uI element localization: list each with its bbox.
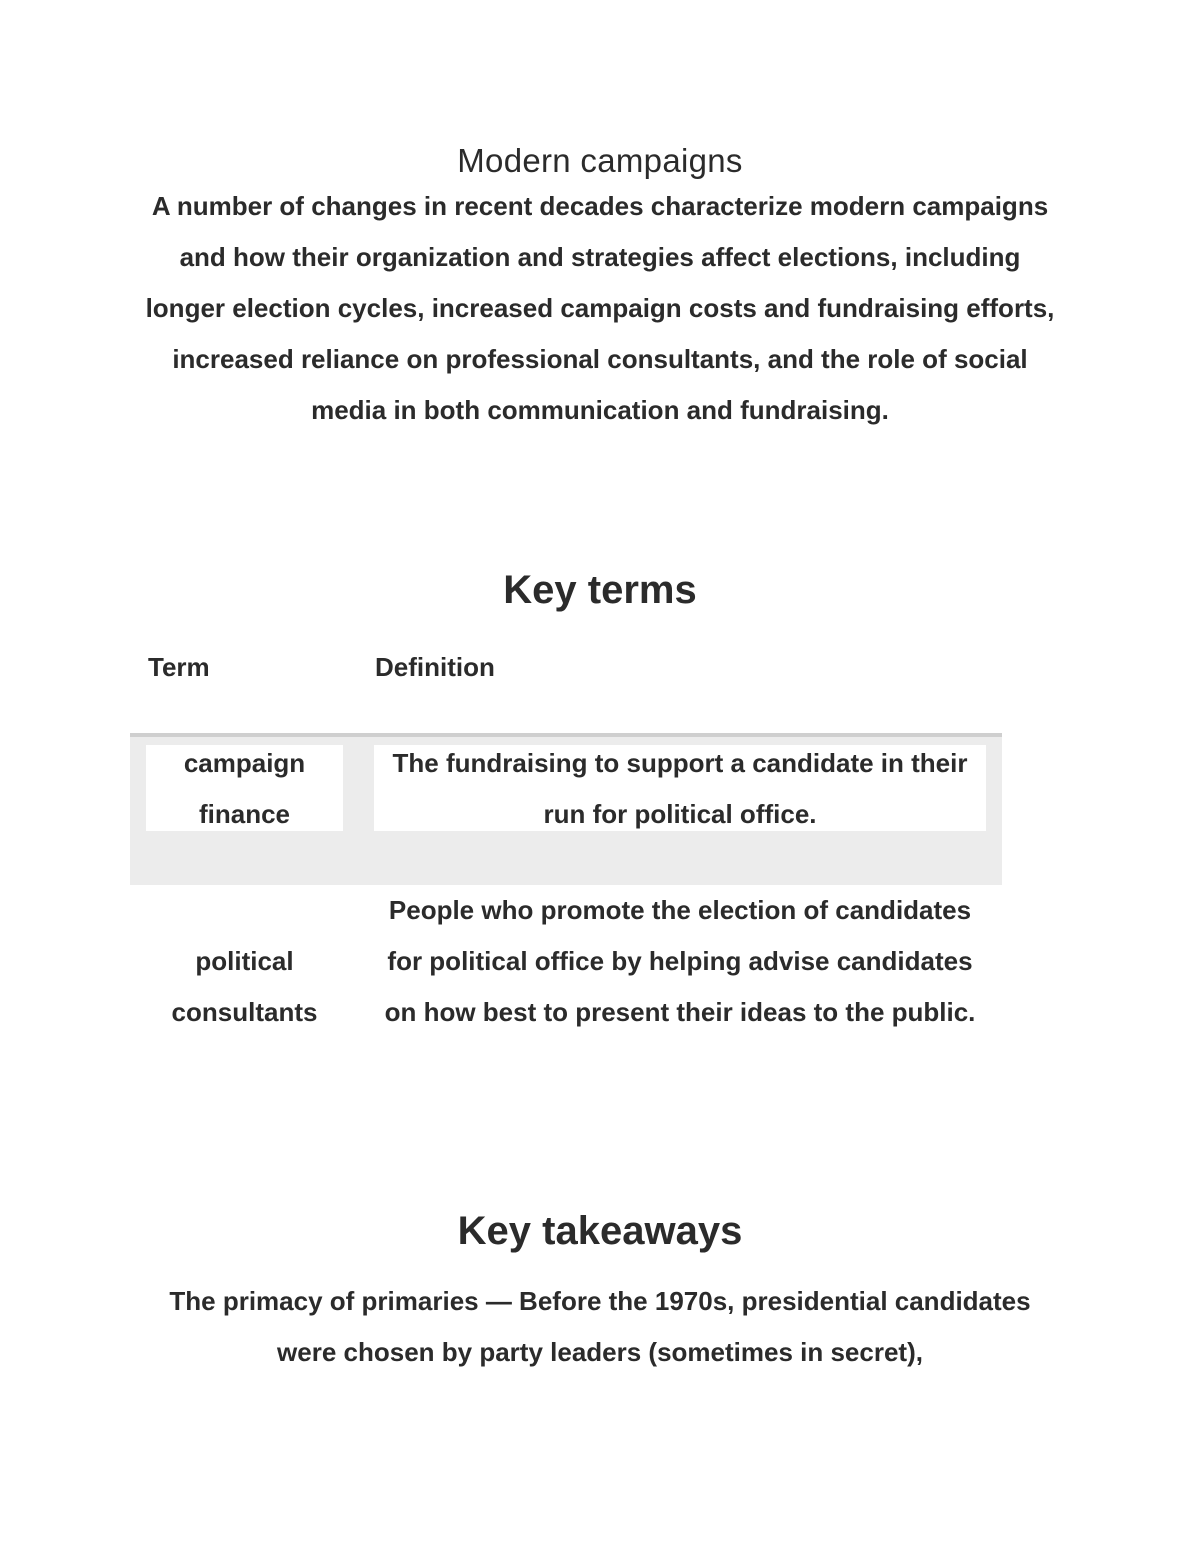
table-row-1-definition-cell xyxy=(374,745,986,831)
table-row-2-term-cell xyxy=(146,936,343,1038)
definition-text: The fundraising to support a candidate in their run for political office. xyxy=(392,748,968,829)
section-title: Modern campaigns xyxy=(457,142,743,179)
table-row-1-term-cell xyxy=(146,745,343,831)
definition-text: People who promote the election of candidates for political office by helping advise candidates on how best to present their ideas to the public. xyxy=(384,895,976,1027)
key-takeaways-heading: Key takeaways xyxy=(457,1209,743,1253)
term-text: campaign finance xyxy=(183,748,306,829)
table-row-2-definition-cell xyxy=(374,885,986,1038)
term-column-header: Term xyxy=(148,652,210,682)
intro-paragraph: A number of changes in recent decades characterize modern campaigns and how their organization and strategies affect elections, including longer election cycles, increased campaign costs and fundraising efforts, increased reliance on professional consultants, and the role of social media in both communication and fundraising. xyxy=(145,191,1055,425)
term-text: political consultants xyxy=(171,946,318,1027)
takeaway-paragraph: The primacy of primaries — Before the 1970s, presidential candidates were chosen by party leaders (sometimes in secret), xyxy=(169,1286,1031,1367)
key-terms-heading: Key terms xyxy=(503,568,697,612)
definition-column-header: Definition xyxy=(375,652,495,682)
